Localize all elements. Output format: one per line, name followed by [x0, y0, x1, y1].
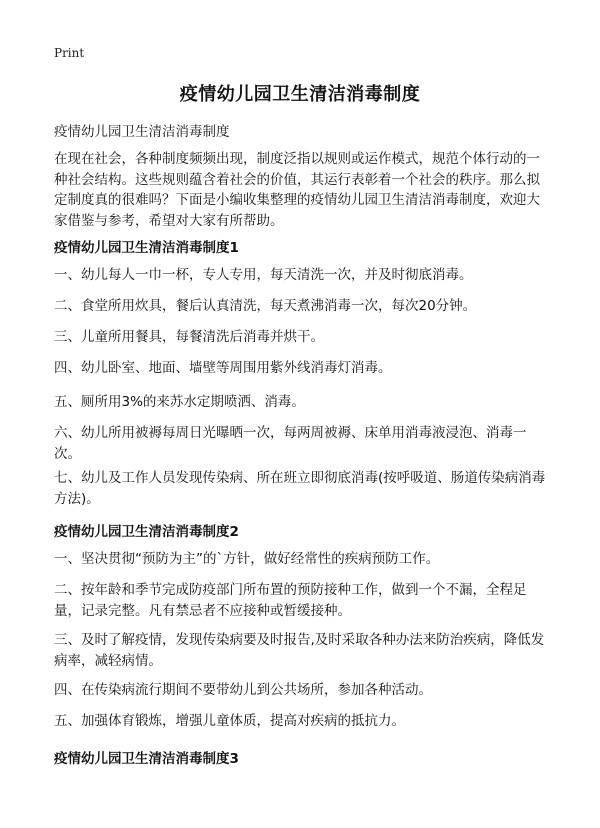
- subtitle: 疫情幼儿园卫生清洁消毒制度: [54, 124, 230, 140]
- section-1-item: 四、幼儿卧室、地面、墙壁等周围用紫外线消毒灯消毒。: [54, 360, 392, 376]
- section-1-item: 一、幼儿每人一巾一杯，专人专用，每天清洗一次，并及时彻底消毒。: [54, 267, 473, 283]
- section-1-item: 六、幼儿所用被褥每周日光曝晒一次，每两周被褥、床单用消毒液浸泡、消毒一次。: [54, 425, 527, 462]
- intro-paragraph: 在现在社会，各种制度频频出现，制度泛指以规则或运作模式，规范个体行动的一种社会结构。这些规则蕴含着社会的价值，其运行表彰着一个社会的秩序。那么拟定制度真的很难吗？下面是小编收集整理的疫情幼儿园卫生清洁消毒制度，欢迎大家借鉴与参考，希望对大家有所帮助。: [54, 151, 540, 229]
- section-1-item: 三、儿童所用餐具，每餐清洗后消毒并烘干。: [54, 329, 324, 345]
- section-1-item: 二、食堂所用炊具，餐后认真清洗，每天煮沸消毒一次，每次20分钟。: [54, 298, 477, 314]
- section-2-item: 一、坚决贯彻“预防为主”的`方针，做好经常性的疾病预防工作。: [54, 551, 440, 567]
- section-2-item: 三、及时了解疫情，发现传染病要及时报告,及时采取各种办法来防治疾病，降低发病率，减轻病情。: [54, 632, 545, 669]
- page-title: 疫情幼儿园卫生清洁消毒制度: [179, 84, 421, 105]
- section-heading-3: 疫情幼儿园卫生清洁消毒制度3: [54, 751, 239, 767]
- section-1-item: 五、厕所用3%的来苏水定期喷洒、消毒。: [54, 394, 305, 410]
- section-heading-1: 疫情幼儿园卫生清洁消毒制度1: [54, 240, 239, 256]
- section-2-item: 五、加强体育锻炼，增强儿童体质，提高对疾病的抵抗力。: [54, 713, 405, 729]
- section-2-item: 四、在传染病流行期间不要带幼儿到公共场所，参加各种活动。: [54, 682, 432, 698]
- print-link[interactable]: Print: [54, 46, 85, 60]
- section-heading-2: 疫情幼儿园卫生清洁消毒制度2: [54, 524, 239, 540]
- section-1-item: 七、幼儿及工作人员发现传染病、所在班立即彻底消毒(按呼吸道、肠道传染病消毒方法)。: [54, 470, 546, 507]
- section-2-item: 二、按年龄和季节完成防疫部门所布置的预防接种工作，做到一个不漏，全程足量，记录完整。凡有禁忌者不应接种或暂缓接种。: [54, 582, 527, 619]
